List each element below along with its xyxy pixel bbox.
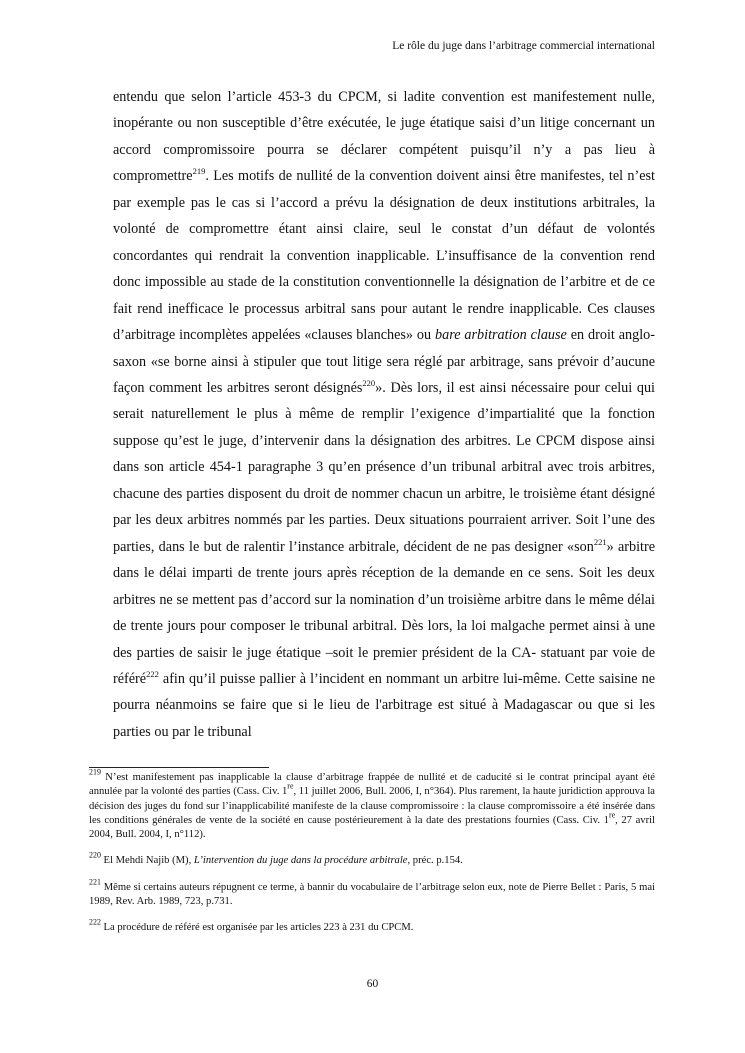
ordinal-suffix: re: [287, 781, 294, 791]
footnote-number: 222: [89, 917, 101, 927]
ordinal-suffix: re: [608, 810, 616, 820]
footnote-text: Même si certains auteurs répugnent ce terme, à bannir du vocabulaire de l’arbitrage selon eux, note de Pierre Bellet : Paris, 5 mai 1989, Rev. Arb. 1989, 723, p.731.: [89, 881, 655, 908]
text-segment: . Les motifs de nullité de la convention doivent ainsi être manifestes, tel n’est par exemple pas le cas si l’accord a prévu la désignation de deux institutions arbitrales, la volonté de compromettre étant ainsi claire, seul le constat d’un défaut de volontés concordantes qui rendrait la convention inapplicable. L’insuffisance de la convention rend donc impossible au stade de la constitution conventionnelle la désignation de l’arbitre et de ce fait rend inefficace le processus arbitral sans pour autant le rendre inapplicable. Ces clauses d’arbitrage incomplètes appelées «clauses blanches» ou: [113, 168, 655, 344]
footnote-number: 219: [89, 767, 101, 777]
footnote-219: [89, 767, 656, 842]
footnote-ref-220[interactable]: 220: [362, 378, 376, 389]
footnote-number: 220: [89, 850, 101, 860]
text-segment: en droit anglo-saxon «se borne ainsi à stipuler que tout litige sera réglé par arbitrage, sans prévoir d’aucune façon comment les arbitres seront désignés: [113, 327, 655, 396]
footnotes: [89, 767, 656, 948]
footnote-number: 221: [89, 877, 101, 887]
footnote-text: , 11 juillet 2006, Bull. 2006, I, n°364). Plus rarement, la haute juridiction approuva la décision des juges du fond sur l’inapplicabilité manifeste de la clause compromissoire : la clause compromissoire a été insérée dans les conditions générales de vente de la société en cause postérieurement à la date des prestations fournies (Cass. Civ. 1: [89, 786, 655, 826]
footnote-ref-219[interactable]: 219: [192, 166, 206, 177]
italic-term: bare arbitration clause: [435, 327, 567, 344]
footnote-ref-221[interactable]: 221: [593, 536, 607, 547]
page-number: 60: [366, 978, 379, 990]
footnote-text: , 27 avril 2004, Bull. 2004, I, n°112).: [89, 814, 656, 841]
footnote-italic-title: L’intervention du juge dans la procédure arbitrale,: [193, 855, 411, 867]
footnote-text: N’est manifestement pas inapplicable la clause d’arbitrage frappée de nullité et de caducité si le contrat principal ayant été annulée par la volonté des parties (Cass. Civ. 1: [89, 772, 655, 798]
footnote-separator: [89, 767, 269, 768]
footnote-221: [89, 877, 655, 910]
footnote-222: [89, 917, 655, 935]
footnote-220: [89, 850, 655, 868]
footnote-text: préc. p.154.: [410, 855, 463, 867]
main-paragraph: [113, 84, 655, 745]
footnote-text: El Mehdi Najib (M),: [100, 855, 194, 867]
main-text: [113, 84, 655, 745]
footnote-ref-222[interactable]: 222: [146, 669, 159, 680]
footnote-text: La procédure de référé est organisée par les articles 223 à 231 du CPCM.: [100, 922, 414, 934]
text-segment: afin qu’il puisse pallier à l’incident en nommant un arbitre lui-même. Cette saisine ne pourra néanmoins se faire que si le lieu de l'arbitrage est situé à Madagascar ou que si les parties ou par le tribunal: [113, 670, 655, 740]
text-segment: ». Dès lors, il est ainsi nécessaire pour celui qui serait naturellement le plus à même de remplir l’exigence d’impartialité que la fonction suppose qu’est le juge, d’intervenir dans la désignation des arbitres. Le CPCM dispose ainsi dans son article 454-1 paragraphe 3 qu’en présence d’un tribunal arbitral avec trois arbitres, chacune des parties disposent du droit de nommer chacun un arbitre, le troisième étant désigné par les deux arbitres nommés par les parties. Deux situations pourraient arriver. Soit l’une des parties, dans le but de ralentir l’instance arbitrale, décident de ne pas designer «son: [113, 379, 655, 555]
text-segment: » arbitre dans le délai imparti de trente jours après réception de la demande en ce sens. Soit les deux arbitres ne se mettent pas d’accord sur la nomination d’un troisième arbitre dans le même délai de trente jours pour composer le tribunal arbitral. Dès lors, la loi malgache permet ainsi à une des parties de saisir le juge étatique –soit le premier président de la CA- statuant par voie de référé: [113, 538, 655, 687]
text-segment: entendu que selon l’article 453-3 du CPCM, si ladite convention est manifestement nulle, inopérante ou non susceptible d’être exécutée, le juge étatique saisi d’un litige concernant un accord compromissoire pourra se déclarer compétent puisqu’il n’y a pas lieu à compromettre: [113, 89, 655, 185]
running-header: Le rôle du juge dans l’arbitrage commercial international: [392, 40, 655, 52]
